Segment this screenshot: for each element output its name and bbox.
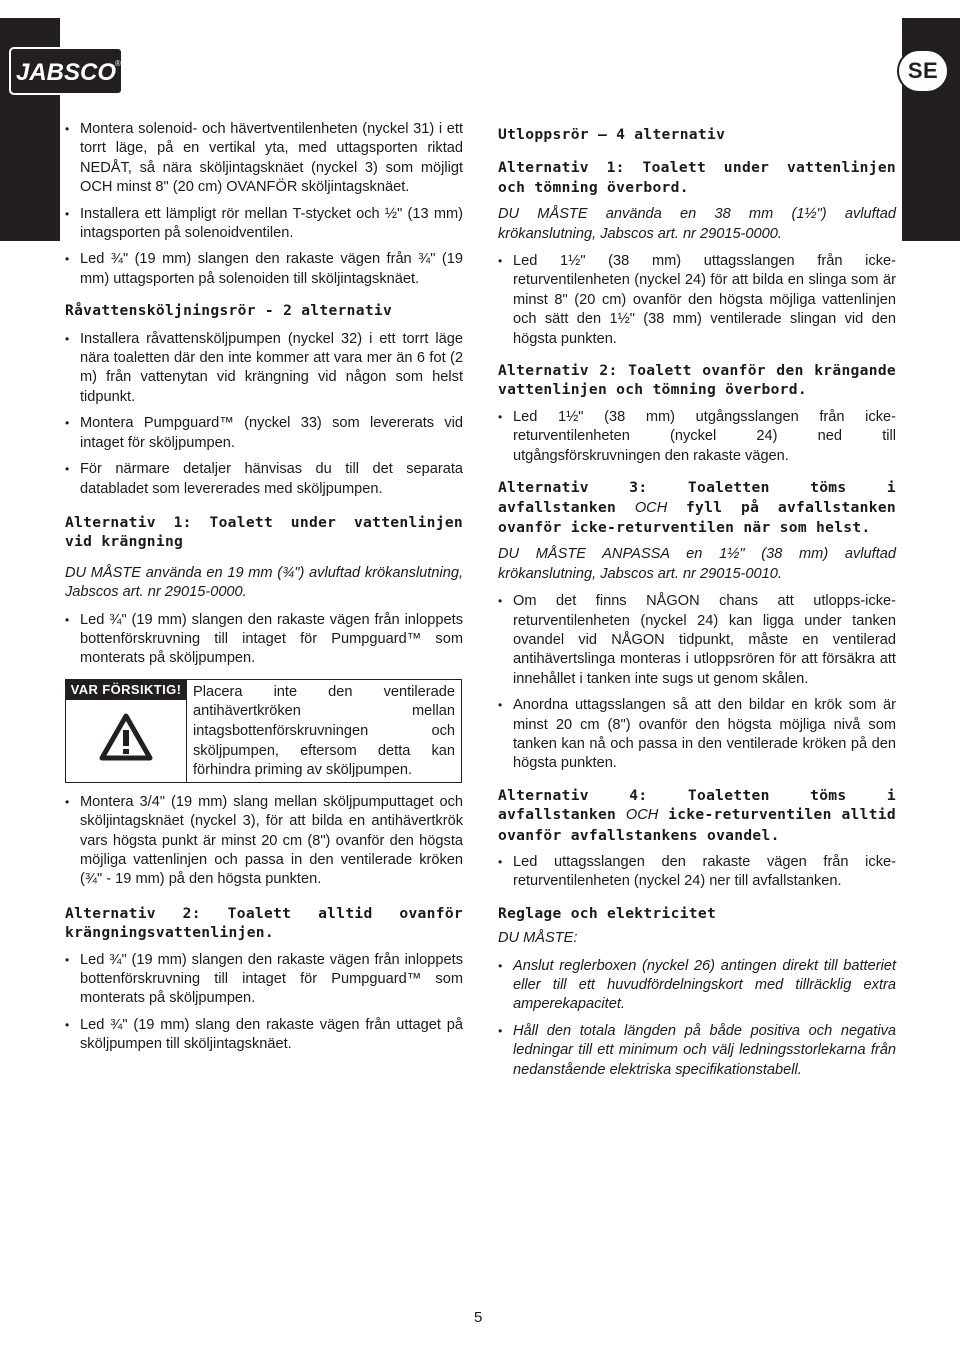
r-alt4-heading bbox=[498, 786, 896, 845]
outlet-heading: Utloppsrör – 4 alternativ bbox=[498, 126, 726, 143]
r-alt4-bullet-list bbox=[498, 853, 896, 892]
r-alt2-bullet-list bbox=[498, 408, 896, 466]
list-item: • Led 1½" (38 mm) utgångsslangen från icke-returventilenheten (nyckel 24) ned till utgångsförskruvningen den rakaste vägen. bbox=[498, 408, 896, 466]
r-alt1-heading: Alternativ 1: Toalett under vattenlinjen och tömning överbord. bbox=[498, 159, 896, 196]
page-number: 5 bbox=[474, 1309, 483, 1326]
list-item: • För närmare detaljer hänvisas du till det separata databladet som levererades med sköljpumpen. bbox=[65, 460, 463, 499]
list-item: • Montera Pumpguard™ (nyckel 33) som levererats vid intaget för sköljpumpen. bbox=[65, 414, 463, 453]
r-alt4-heading-part: Alternativ 4: Toaletten töms i avfallstanken bbox=[498, 786, 896, 824]
registered-mark: ® bbox=[115, 59, 121, 68]
r-alt3-heading-part: fyll på avfallstanken ovanför icke-returventilen när som helst. bbox=[498, 498, 896, 536]
list-item: • Led ¾" (19 mm) slangen den rakaste vägen från inloppets bottenförskruvning till intaget för Pumpguard™ som monterats på sköljpumpen. bbox=[65, 611, 463, 669]
language-badge: SE bbox=[897, 49, 949, 93]
raw-water-heading: Råvattensköljningsrör - 2 alternativ bbox=[65, 302, 393, 320]
left-column bbox=[65, 120, 463, 1062]
list-item: • Led ¾" (19 mm) slangen den rakaste vägen från ¾" (19 mm) uttagsporten på solenoiden till sköljintagsknäet. bbox=[65, 250, 463, 289]
list-item: • Om det finns NÅGON chans att utlopps-icke-returventilenheten (nyckel 24) kan ligga under tanken ovandel vid NÅGON tidpunkt, måste en ventilerad antihävertslinga monteras i utloppsrören för att försäkra att innehållet i tanken inte sugs ut genom skålen. bbox=[498, 592, 896, 689]
list-item: • Installera råvattensköljpumpen (nyckel 32) i ett torrt läge nära toaletten där den inte kommer att vara mer än 6 fot (2 m) från vattenytan vid krängning vid någon som helst tidpunkt. bbox=[65, 330, 463, 408]
caution-text: Placera inte den ventilerade antihävertkröken mellan intagsbottenförskruvningen och sköljpumpen, eftersom detta kan förhindra priming av sköljpumpen. bbox=[193, 683, 455, 779]
list-item: • Led 1½" (38 mm) uttagsslangen från icke-returventilenheten (nyckel 24) för att bilda en slinga som är minst 8" (20 cm) ovanför den högsta möjliga vattenlinjen och sätt den 1½" (38 mm) ventilerade slingan vid den högsta punkten. bbox=[498, 252, 896, 349]
r-alt3-heading bbox=[498, 478, 896, 537]
intro-bullet-list bbox=[65, 120, 463, 289]
list-item: • Montera solenoid- och hävertventilenheten (nyckel 31) i ett torrt läge, på en vertikal yta, med uttagsporten riktad NEDÅT, så nära sköljintagsknäet (nyckel 3) som möjligt OCH minst 8" (20 cm) OVANFÖR sköljintagsknäet. bbox=[65, 120, 463, 198]
r-alt4-heading-part: icke-returventilen alltid ovanför avfallstankens ovandel. bbox=[498, 806, 896, 844]
alt2-heading: Alternativ 2: Toalett alltid ovanför krängningsvattenlinjen. bbox=[65, 904, 463, 942]
caution-label: VAR FÖRSIKTIG! bbox=[66, 680, 186, 700]
list-item: • Led ¾" (19 mm) slangen den rakaste vägen från inloppets bottenförskruvning till intaget för Pumpguard™ som monterats på sköljpumpen. bbox=[65, 951, 463, 1009]
alt1-heading: Alternativ 1: Toalett under vattenlinjen vid krängning bbox=[65, 513, 463, 551]
list-item: • Installera ett lämpligt rör mellan T-stycket och ½" (13 mm) intagsporten på solenoidventilen. bbox=[65, 205, 463, 244]
r-alt1-bullet-list bbox=[498, 252, 896, 349]
controls-heading: Reglage och elektricitet bbox=[498, 904, 717, 922]
caution-label-panel bbox=[66, 680, 187, 782]
alt1-note: DU MÅSTE använda en 19 mm (¾") avluftad krökanslutning, Jabscos art. nr 29015-0000. bbox=[65, 564, 463, 601]
list-item: • Anordna uttagsslangen så att den bildar en krök som är minst 20 cm (8") ovanför den högsta möjliga nivå som tanken kan nå och passa in den ventilerade kröken på den högsta punkten. bbox=[498, 696, 896, 774]
controls-bullet-list bbox=[498, 957, 896, 1080]
alt1-bullet-list-after bbox=[65, 793, 463, 890]
list-item: • Anslut reglerboxen (nyckel 26) antingen direkt till batteriet eller till ett huvudfördelningskort med tillräcklig extra amperekapacitet. bbox=[498, 957, 896, 1015]
r-alt3-note: DU MÅSTE ANPASSA en 1½" (38 mm) avluftad krökanslutning, Jabscos art. nr 29015-0010. bbox=[498, 546, 896, 582]
r-alt3-bullet-list bbox=[498, 592, 896, 774]
list-item: • Led uttagsslangen den rakaste vägen från icke-returventilenheten (nyckel 24) ner till avfallstanken. bbox=[498, 853, 896, 892]
r-alt1-note: DU MÅSTE använda en 38 mm (1½") avluftad krökanslutning, Jabscos art. nr 29015-0000. bbox=[498, 206, 896, 242]
right-column bbox=[498, 125, 896, 1087]
list-item: • Montera 3/4" (19 mm) slang mellan sköljpumputtaget och sköljintagsknäet (nyckel 3), för att bilda en antihävertkrök vars högsta punkt är minst 20 cm (8") ovanför den högsta möjliga vattenlinjen och passa in den ventilerade kröken (¾" - 19 mm) på den högsta punkten. bbox=[65, 793, 463, 890]
r-alt3-heading-part: Alternativ 3: Toaletten töms i avfallstanken bbox=[498, 479, 896, 516]
r-alt4-heading-och: OCH bbox=[625, 807, 659, 824]
r-alt3-heading-och: OCH bbox=[634, 499, 668, 516]
controls-note: DU MÅSTE: bbox=[498, 930, 578, 947]
logo-text: JABSCO bbox=[15, 59, 117, 86]
caution-box bbox=[65, 679, 462, 783]
list-item: • Håll den totala längden på både positiva och negativa ledningar till ett minimum och välj ledningsstorlekarna från nedanstående elektriska specifikationstabell. bbox=[498, 1022, 896, 1080]
r-alt2-heading: Alternativ 2: Toalett ovanför den krängande vattenlinjen och tömning överbord. bbox=[498, 362, 896, 399]
alt1-bullet-list bbox=[65, 611, 463, 669]
warning-triangle-icon bbox=[98, 712, 154, 762]
raw-water-bullet-list bbox=[65, 330, 463, 499]
jabsco-logo bbox=[8, 44, 130, 98]
list-item: • Led ¾" (19 mm) slang den rakaste vägen från uttaget på sköljpumpen till sköljintagsknäet. bbox=[65, 1016, 463, 1055]
alt2-bullet-list bbox=[65, 951, 463, 1055]
